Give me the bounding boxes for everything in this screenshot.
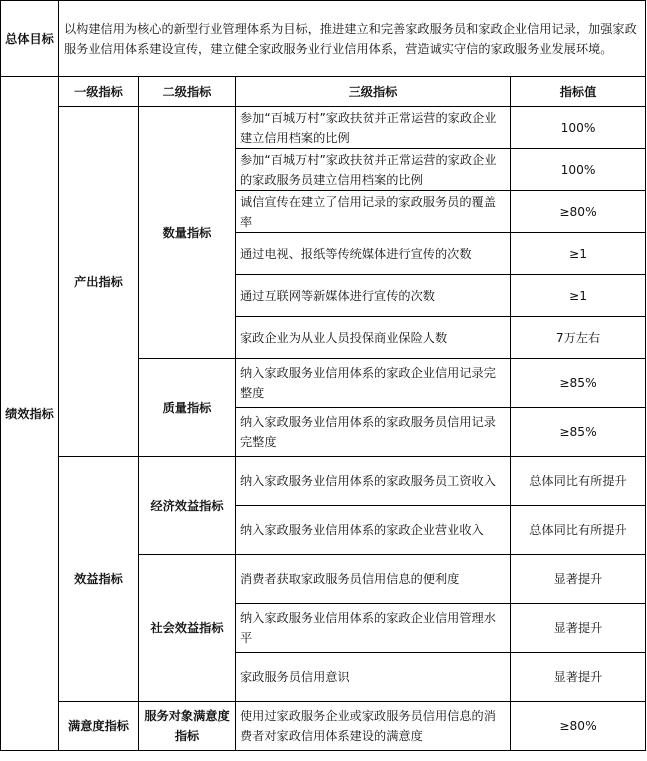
header-value: 指标值 [511, 77, 646, 107]
indicator-value: ≥85% [511, 408, 646, 457]
indicator-value: ≥85% [511, 359, 646, 408]
indicator-text: 消费者获取家政服务员信用信息的便利度 [236, 555, 511, 604]
indicator-text: 诚信宣传在建立了信用记录的家政服务员的覆盖率 [236, 191, 511, 233]
indicator-text: 参加“百城万村”家政扶贫并正常运营的家政企业建立信用档案的比例 [236, 107, 511, 149]
header-level2: 二级指标 [139, 77, 236, 107]
goal-text: 以构建信用为核心的新型行业管理体系为目标，推进建立和完善家政服务员和家政企业信用记录，加强家政服务业信用体系建设宣传，建立健全家政服务业行业信用体系，营造诚实守信的家政服务业发展环境。 [59, 1, 646, 77]
indicator-value: 显著提升 [511, 555, 646, 604]
indicator-text: 家政服务员信用意识 [236, 653, 511, 702]
economic-benefit-label: 经济效益指标 [139, 457, 236, 555]
indicator-value: 总体同比有所提升 [511, 506, 646, 555]
benefit-indicator-label: 效益指标 [59, 457, 139, 702]
indicator-value: ≥80% [511, 702, 646, 751]
indicator-value: 100% [511, 149, 646, 191]
output-indicator-label: 产出指标 [59, 107, 139, 457]
indicator-value: 总体同比有所提升 [511, 457, 646, 506]
indicator-text: 纳入家政服务业信用体系的家政服务员信用记录完整度 [236, 408, 511, 457]
quality-indicator-label: 质量指标 [139, 359, 236, 457]
indicator-text: 参加“百城万村”家政扶贫并正常运营的家政企业的家政服务员建立信用档案的比例 [236, 149, 511, 191]
goal-label: 总体目标 [1, 1, 59, 77]
indicator-text: 通过互联网等新媒体进行宣传的次数 [236, 275, 511, 317]
header-level3: 三级指标 [236, 77, 511, 107]
goal-row [1, 1, 646, 77]
table-row [1, 702, 646, 751]
satisfaction-indicator-label: 满意度指标 [59, 702, 139, 751]
indicator-value: 显著提升 [511, 604, 646, 653]
indicator-text: 使用过家政服务企业或家政服务员信用信息的消费者对家政信用体系建设的满意度 [236, 702, 511, 751]
indicator-value: ≥1 [511, 233, 646, 275]
indicator-text: 通过电视、报纸等传统媒体进行宣传的次数 [236, 233, 511, 275]
indicator-value: ≥1 [511, 275, 646, 317]
service-satisfaction-label: 服务对象满意度指标 [139, 702, 236, 751]
header-level1: 一级指标 [59, 77, 139, 107]
table-row [1, 107, 646, 149]
indicator-value: ≥80% [511, 191, 646, 233]
table-row [1, 457, 646, 506]
social-benefit-label: 社会效益指标 [139, 555, 236, 702]
indicator-text: 纳入家政服务业信用体系的家政企业营业收入 [236, 506, 511, 555]
indicator-text: 纳入家政服务业信用体系的家政企业信用管理水平 [236, 604, 511, 653]
indicator-text: 家政企业为从业人员投保商业保险人数 [236, 317, 511, 359]
quantity-indicator-label: 数量指标 [139, 107, 236, 359]
indicator-text: 纳入家政服务业信用体系的家政服务员工资收入 [236, 457, 511, 506]
indicator-text: 纳入家政服务业信用体系的家政企业信用记录完整度 [236, 359, 511, 408]
indicator-value: 显著提升 [511, 653, 646, 702]
indicator-value: 100% [511, 107, 646, 149]
header-row [1, 77, 646, 107]
performance-label: 绩效指标 [1, 77, 59, 751]
indicator-value: 7万左右 [511, 317, 646, 359]
